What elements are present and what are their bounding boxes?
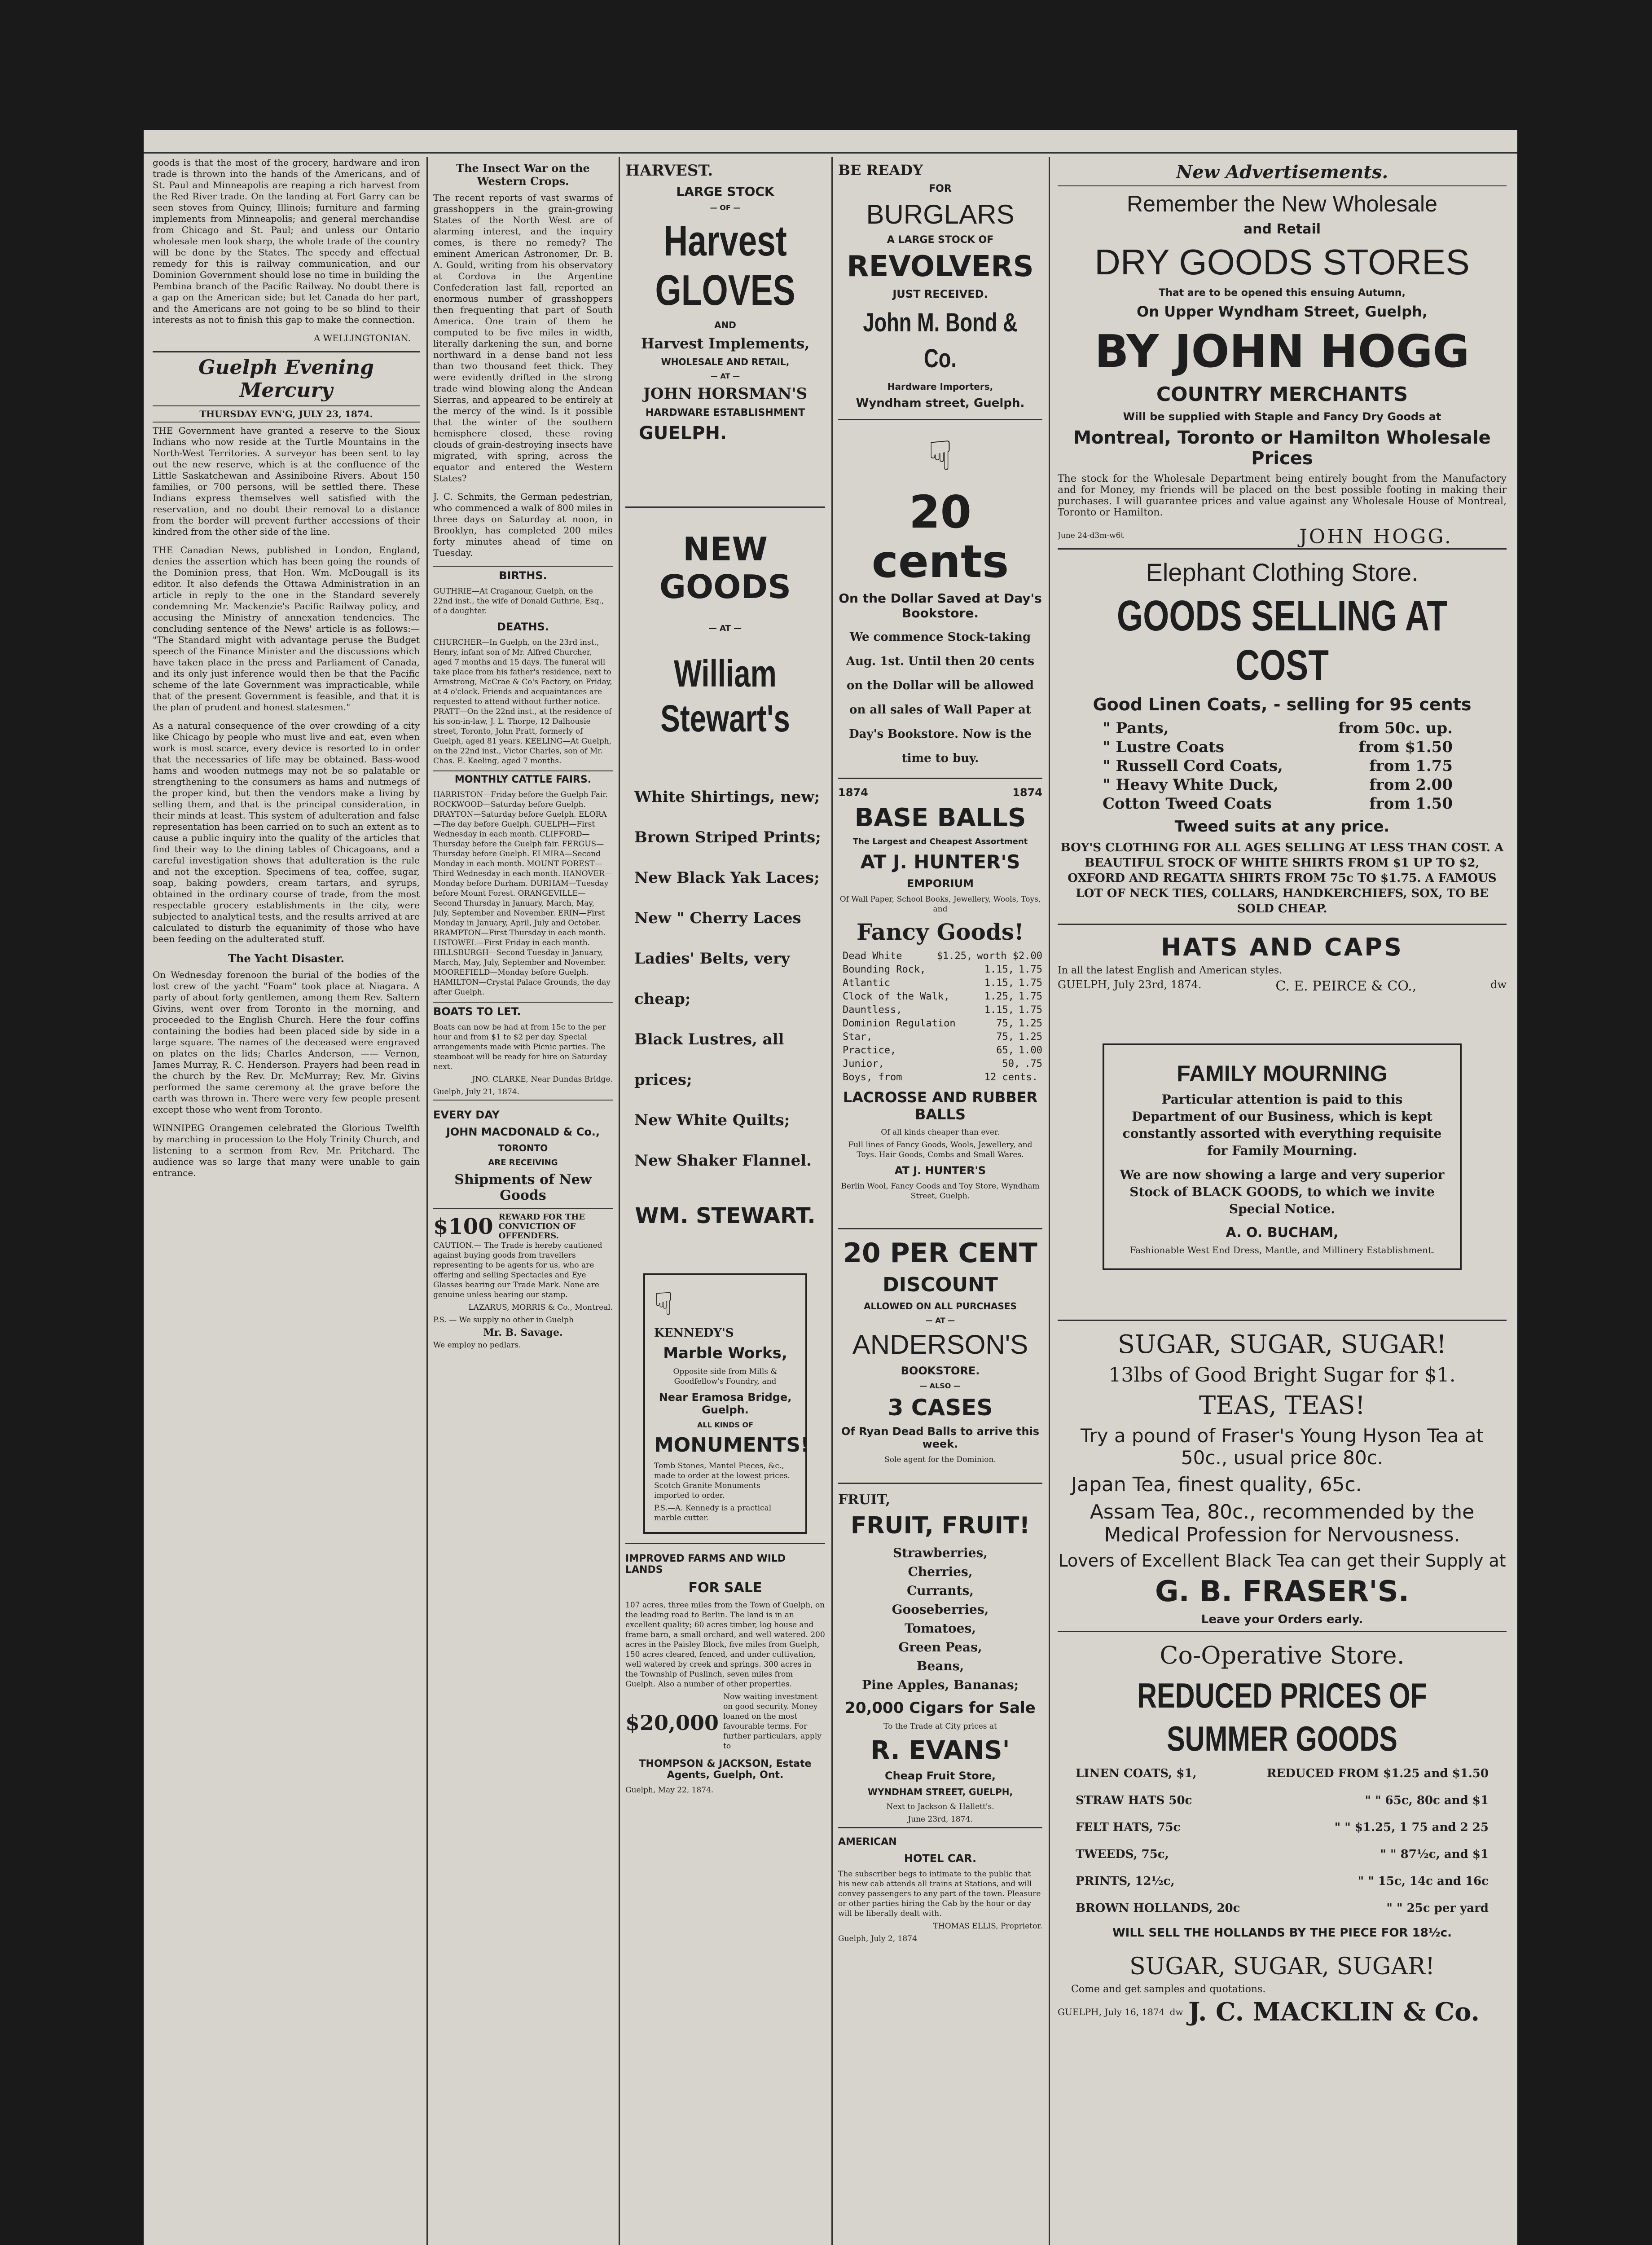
newspaper-page bbox=[144, 130, 1517, 2245]
peirce-dw: dw bbox=[1490, 978, 1507, 991]
hogg-remember: Remember the New Wholesale bbox=[1127, 191, 1437, 216]
hunter-berlin: Berlin Wool, Fancy Goods and Toy Store, Wyndham Street, Guelph. bbox=[841, 1182, 1040, 1201]
bond-be-ready: BE READY bbox=[838, 162, 923, 179]
kennedy-ad-box bbox=[643, 1273, 810, 1534]
hogg-opened: That are to be opened this ensuing Autumn, bbox=[1159, 287, 1406, 299]
boats-heading: BOATS TO LET. bbox=[433, 1002, 613, 1018]
pointing-hand-icon: ☟ bbox=[928, 432, 953, 480]
fairs-list: HARRISTON—Friday before the Guelph Fair. ROCKWOOD—Saturday before Guelph. DRAYTON—Saturday before Guelph. ELORA—The day before Guelph. GUELPH—First Wednesday in each month. CLIFFORD—Thursday before the Guelph fair. FERGUS—Thursday before Guelph. ELMIRA—Second Monday in each month. MOUNT FOREST—Third Wednesday in each month. HANOVER—Monday before Durham. DURHAM—Tuesday before Mount Forest. ORANGEVILLE—Second Thursday in January, March, May, July, September and November. ERIN—First Monday in January, April, July and October. BRAMPTON—First Thursday in each month. LISTOWEL—First Friday in each month. HILLSBURGH—Second Tuesday in January, March, May, July, September and November. MOOREFIELD—Monday before Guelph. HAMILTON—Crystal Palace Grounds, the day after Guelph. bbox=[433, 790, 612, 997]
stewart-new-goods: NEW GOODS bbox=[659, 530, 791, 606]
caution-agent: Mr. B. Savage. bbox=[483, 1327, 563, 1338]
evans-wyndham: WYNDHAM STREET, GUELPH, bbox=[867, 1787, 1013, 1797]
ball-price-table bbox=[838, 950, 1042, 1084]
macklin-date: GUELPH, July 16, 1874 bbox=[1058, 2007, 1165, 2017]
hotel-date: Guelph, July 2, 1874 bbox=[838, 1934, 917, 1943]
stewart-at: — AT — bbox=[708, 624, 742, 633]
column-rule bbox=[426, 157, 428, 2245]
stewart-item: White Shirtings, new; bbox=[634, 788, 820, 806]
stewart-item: Brown Striped Prints; bbox=[634, 828, 821, 846]
births-heading: BIRTHS. bbox=[433, 566, 613, 582]
harvest-and: AND bbox=[714, 320, 736, 330]
article-heading: The Insect War on the Western Crops. bbox=[456, 162, 590, 188]
deaths-notice: CHURCHER—In Guelph, on the 23rd inst., Henry, infant son of Mr. Alfred Churcher, aged 7 months and 15 days. The funeral will take place from his father's residence, next to Armstrong, McCrae & Co's Factory, on Friday, at 4 o'clock. Friends and acquaintances are requested to attend without further notice. PRATT—On the 22nd inst., at the residence of his son-in-law, J. L. Thorpe, 12 Dalhousie street, Toronto, John Pratt, formerly of Guelph, aged 81 years. KEELING—At Guelph, on the 22nd inst., Victor Charles, son of Mr. Chas. E. Keeling, aged 7 months. bbox=[433, 638, 612, 766]
fraser-assam: Assam Tea, 80c., recommended by the Medical Profession for Nervousness. bbox=[1090, 1501, 1475, 1546]
hunter-fancy: Fancy Goods! bbox=[857, 919, 1024, 945]
evans-city-prices: To the Trade at City prices at bbox=[883, 1722, 997, 1731]
article-paragraph: WINNIPEG Orangemen celebrated the Glorious Twelfth by marching in procession to the Holy Trinity Church, and listening to a sermon from Rev. Mr. Pritchard. The audience was so large that many were unable to gain entrance. bbox=[153, 1122, 420, 1178]
fraser-japan: Japan Tea, finest quality, 65c. bbox=[1071, 1473, 1362, 1496]
evans-cigars: 20,000 Cigars for Sale bbox=[845, 1699, 1036, 1717]
peirce-name: C. E. PEIRCE & CO., bbox=[1275, 978, 1417, 994]
mourning-showing: We are now showing a large and very superior Stock of BLACK GOODS, to which we invite Special Notice. bbox=[1120, 1167, 1445, 1216]
hotel-car: HOTEL CAR. bbox=[904, 1852, 977, 1865]
article-paragraph: goods is that the most of the grocery, hardware and iron trade is thrown into the hands of the Americans, and of St. Paul and Minneapolis are reaping a rich harvest from the Red River trade. On the landing at Fort Garry can be seen stoves from Quincy, Illinois; furniture and farming implements from Minneapolis; and general merchandise from Chicago and St. Paul; and unless our Ontario wholesale men look sharp, the whole trade of the country will be done by the States. The speedy and effectual remedy for this is railway communication, and our Dominion Government should lose no time in building the Pembina branch of the Pacific Railway. No doubt there is a gap on the American side; but let Canada do her part, and the Americans are not going to be so blind to their interests as not to finish this gap to make the connection. bbox=[153, 157, 420, 325]
ball-price-row: Boys, from 12 cents. bbox=[843, 1072, 1038, 1083]
coop-price-row: FELT HATS, 75c " " $1.25, 1 75 and 2 25 bbox=[1076, 1821, 1489, 1834]
harvest-implements: Harvest Implements, bbox=[641, 335, 810, 352]
hogg-country: COUNTRY MERCHANTS bbox=[1156, 383, 1408, 406]
article-paragraph: The recent reports of vast swarms of grasshoppers in the grain-growing States of the North West are of alarming interest, and the inquiry comes, is there no remedy? The eminent American Astronomer, Dr. B. A. Gould, writing from his observatory at Cordova in the Argentine Confederation last fall, reported an enormous number of grasshoppers then frequenting that part of South America. One train of them he computed to be five miles in width, literally darkening the sun, and borne northward in a dense band not less than two thousand feet thick. They were evidently drifted in the strong trade wind blowing along the Andean Sierras, and appeared to be entirely at the mercy of the wind. Is it possible that the winter of the southern hemisphere closed, these roving clouds of grain-destroying insects have migrated, with spring, across the equator and entered the Western States? bbox=[433, 192, 613, 484]
hunter-base-balls: BASE BALLS bbox=[854, 803, 1026, 832]
coop-hollands: WILL SELL THE HOLLANDS BY THE PIECE FOR 18½c. bbox=[1112, 1926, 1452, 1940]
harvest-of: — OF — bbox=[710, 203, 741, 212]
column-3 bbox=[625, 157, 825, 2245]
masthead: Guelph Evening Mercury bbox=[198, 356, 374, 402]
macdonald-shipments: Shipments of New Goods bbox=[454, 1172, 592, 1203]
evans-fruit-item: Pine Apples, Bananas; bbox=[861, 1677, 1019, 1692]
reward-amount: $100 bbox=[433, 1214, 493, 1239]
macklin-name: J. C. MACKLIN & Co. bbox=[1188, 1997, 1480, 2027]
fairs-heading: MONTHLY CATTLE FAIRS. bbox=[433, 770, 613, 785]
thompson-date: Guelph, May 22, 1874. bbox=[625, 1786, 714, 1795]
anderson-name: ANDERSON'S bbox=[852, 1329, 1028, 1360]
elephant-price-row: " Heavy White Duck, from 2.00 bbox=[1103, 776, 1453, 794]
anderson-allowed: ALLOWED ON ALL PURCHASES bbox=[864, 1301, 1017, 1312]
peirce-hats: HATS AND CAPS bbox=[1161, 933, 1403, 961]
dateline: THURSDAY EVN'G, JULY 23, 1874. bbox=[153, 405, 420, 423]
hogg-and-retail: and Retail bbox=[1243, 221, 1321, 237]
column-4 bbox=[838, 157, 1042, 2245]
evans-fruit-item: Green Peas, bbox=[898, 1640, 982, 1655]
kennedy-monuments: MONUMENTS! bbox=[654, 1434, 810, 1457]
elephant-price-row: " Russell Cord Coats, from 1.75 bbox=[1103, 757, 1453, 775]
hotel-american: AMERICAN bbox=[838, 1836, 897, 1848]
loan-text: Now waiting investment on good security. Money loaned on the most favourable terms. For further particulars, apply to bbox=[723, 1692, 822, 1751]
everyday-heading: EVERY DAY bbox=[433, 1109, 500, 1121]
elephant-price-row: " Lustre Coats from $1.50 bbox=[1103, 738, 1453, 756]
article-paragraph: On Wednesday forenoon the burial of the bodies of the lost crew of the yacht "Foam" took place at Niagara. A party of about forty gentlemen, among them Rev. Saltern Givins, went over from Toronto in the morning, and proceeded to the English Church. Here the four coffins containing the bodies had been placed side by side in a large square. The names of the deceased were engraved on plates on the lids; Charles Anderson, —— Vernon, James Murray, R. C. Henderson. Prayers had been read in the church by the Rev. Dr. McMurray; Rev. Mr. Givins performed the same ceremony at the grave before the earth was thrown in. There were very few people present except those who went from Toronto. bbox=[153, 969, 420, 1115]
kennedy-all-kinds: ALL KINDS OF bbox=[697, 1421, 753, 1429]
fraser-name: G. B. FRASER'S. bbox=[1155, 1575, 1410, 1608]
coop-price-row: BROWN HOLLANDS, 20c " " 25c per yard bbox=[1076, 1902, 1489, 1915]
peirce-date: GUELPH, July 23rd, 1874. bbox=[1058, 978, 1202, 991]
bond-just: JUST RECEIVED. bbox=[892, 288, 988, 300]
anderson-also: — ALSO — bbox=[920, 1382, 961, 1390]
coop-reduced: REDUCED PRICES OF SUMMER GOODS bbox=[1137, 1676, 1427, 1758]
hunter-name-2: AT J. HUNTER'S bbox=[894, 1164, 986, 1177]
bond-name: John M. Bond & Co. bbox=[863, 308, 1018, 373]
mourning-text: Particular attention is paid to this Department of our Business, which is kept constantly assorted with everything requisite for Family Mourning. bbox=[1122, 1092, 1442, 1158]
coop-price-row: LINEN COATS, $1, REDUCED FROM $1.25 and $1.50 bbox=[1076, 1767, 1489, 1780]
evans-date: June 23rd, 1874. bbox=[908, 1815, 973, 1824]
macdonald-name: JOHN MACDONALD & Co., bbox=[446, 1126, 600, 1138]
divider bbox=[153, 351, 420, 352]
hunter-largest: The Largest and Cheapest Assortment bbox=[852, 837, 1028, 846]
column-rule bbox=[619, 157, 620, 2245]
coop-price-row: PRINTS, 12½c, " " 15c, 14c and 16c bbox=[1076, 1875, 1489, 1888]
fraser-teas: TEAS, TEAS! bbox=[1199, 1391, 1366, 1420]
caution-notice: CAUTION.— The Trade is hereby cautioned against buying goods from travellers representing to be agents for us, who are offering and selling Spectacles and Eye Glasses bearing our Trade Mark. None are genuine unless bearing our stamp. bbox=[433, 1241, 602, 1299]
ball-price-row: Bounding Rock, 1.15, 1.75 bbox=[843, 964, 1042, 975]
bond-revolvers: REVOLVERS bbox=[847, 250, 1034, 283]
elephant-price-row: Cotton Tweed Coats from 1.50 bbox=[1103, 795, 1453, 813]
anderson-per-cent: 20 PER CENT bbox=[843, 1237, 1037, 1269]
article-signature: A WELLINGTONIAN. bbox=[313, 333, 411, 343]
caution-signature: LAZARUS, MORRIS & Co., Montreal. bbox=[468, 1303, 613, 1312]
article-paragraph: As a natural consequence of the over crowding of a city like Chicago by people who must live and eat, even when work is most scarce, every device is resorted to in order that the necessaries of life may be obtained. Bass-wood hams and wooden nutmegs may not be so palatable or strengthening to the consumers as hams and nutmegs of the proper kind, but then the vendors make a living by selling them, and that is the principal consideration, in their minds at least. This system of adulteration and false representation has been carried on to such an extent as to cause a public inquiry into the quality of the articles that find their way to the dining tables of Chicagoans, and a careful investigation shows that adulteration is the rule and not the exception. Specimens of tea, coffee, sugar, soap, baking powders, cream tartars, and syrups, obtained in the ordinary course of trade, from the most respectable grocery establishments in the city, were subjected to analytical tests, and the results arrived at are calculated to disturb the equanimity of those who have been feeding on the adulterated stuff. bbox=[153, 720, 420, 944]
deaths-heading: DEATHS. bbox=[497, 621, 549, 633]
pointing-hand-icon: ☟ bbox=[654, 1285, 673, 1322]
caution-peddlers: We employ no pedlars. bbox=[433, 1341, 521, 1350]
elephant-name: Elephant Clothing Store. bbox=[1146, 558, 1419, 586]
horsman-name: JOHN HORSMAN'S bbox=[643, 385, 808, 403]
fraser-bright: 13lbs of Good Bright Sugar for $1. bbox=[1108, 1364, 1456, 1387]
day-on-dollar: On the Dollar Saved at Day's Bookstore. bbox=[839, 591, 1042, 621]
loan-amount: $20,000 bbox=[625, 1711, 719, 1735]
horsman-hardware: HARDWARE ESTABLISHMENT bbox=[645, 407, 805, 418]
macklin-dw: dw bbox=[1169, 2007, 1183, 2017]
harvest-gloves: Harvest GLOVES bbox=[655, 217, 795, 314]
column-1 bbox=[153, 157, 420, 2245]
kennedy-opposite: Opposite side from Mills & Goodfellow's Foundry, and bbox=[673, 1367, 778, 1386]
harvest-heading: HARVEST. bbox=[625, 162, 713, 180]
evans-fruit-item: Currants, bbox=[906, 1583, 974, 1598]
thompson-name: THOMPSON & JACKSON, Estate Agents, Guelph, Ont. bbox=[639, 1758, 812, 1781]
evans-fruit-item: Cherries, bbox=[908, 1564, 973, 1579]
hogg-supplied: Will be supplied with Staple and Fancy Dry Goods at bbox=[1123, 410, 1441, 423]
bond-importers: Hardware Importers, bbox=[887, 381, 993, 392]
evans-fruit: FRUIT, FRUIT! bbox=[850, 1512, 1030, 1539]
hogg-upper: On Upper Wyndham Street, Guelph, bbox=[1137, 303, 1428, 320]
ball-price-row: Dauntless, 1.15, 1.75 bbox=[843, 1004, 1042, 1016]
farms-heading: IMPROVED FARMS AND WILD LANDS bbox=[625, 1553, 786, 1576]
farms-list: 107 acres, three miles from the Town of Guelph, on the leading road to Berlin. The land is in an excellent quality; 60 acres timber, log house and frame barn, a small orchard, and well watered. 200 acres in the Paisley Block, five miles from Guelph, 150 acres cleared, fenced, and under cultivation, well watered by creek and springs. 300 acres in the Township of Puslinch, seven miles from Guelph. Also a number of other properties. bbox=[625, 1601, 825, 1689]
ball-price-row: Clock of the Walk, 1.25, 1.75 bbox=[843, 991, 1042, 1002]
article-paragraph: J. C. Schmits, the German pedestrian, who commenced a walk of 800 miles in three days on Saturday at noon, in Brooklyn, has completed 200 miles forty minutes ahead of time on Tuesday. bbox=[433, 491, 613, 558]
harvest-wholesale: WHOLESALE AND RETAIL, bbox=[661, 357, 790, 367]
mourning-heading: FAMILY MOURNING bbox=[1177, 1061, 1388, 1086]
boats-notice: Boats can now be had at from 15c to the per hour and from $1 to $2 per day. Special arrangements made with Picnic parties. The steamboat will be ready for hire on Saturday next. bbox=[433, 1023, 607, 1071]
elephant-boys: BOY'S CLOTHING FOR ALL AGES SELLING AT LESS THAN COST. A BEAUTIFUL STOCK OF WHITE SHIRTS FROM $1 UP TO $2, OXFORD AND REGATTA SHIRTS FROM 75c TO $1.75. A FAMOUS LOT OF NECK TIES, COLLARS, HANDKERCHIEFS, SOX, TO BE SOLD CHEAP. bbox=[1060, 841, 1504, 916]
ball-price-row: Practice, 65, 1.00 bbox=[843, 1045, 1042, 1056]
evans-fruit-item: Beans, bbox=[916, 1659, 964, 1673]
boats-date: Guelph, July 21, 1874. bbox=[433, 1087, 519, 1096]
bond-large-stock: A LARGE STOCK OF bbox=[887, 234, 994, 246]
column-5 bbox=[1058, 157, 1507, 2245]
stewart-item: Ladies' Belts, very cheap; bbox=[634, 950, 790, 1008]
anderson-ryan: Of Ryan Dead Balls to arrive this week. bbox=[841, 1425, 1040, 1450]
ball-price-row: Dominion Regulation 75, 1.25 bbox=[843, 1018, 1042, 1029]
coop-price-row: STRAW HATS 50c " " 65c, 80c and $1 bbox=[1076, 1794, 1489, 1807]
bond-burglars: BURGLARS bbox=[866, 199, 1015, 229]
fraser-hyson: Try a pound of Fraser's Young Hyson Tea at 50c., usual price 80c. bbox=[1080, 1425, 1484, 1469]
macdonald-city: TORONTO bbox=[498, 1143, 548, 1153]
hogg-montreal: Montreal, Toronto or Hamilton Wholesale Prices bbox=[1073, 427, 1491, 469]
anderson-sole-agent: Sole agent for the Dominion. bbox=[884, 1455, 996, 1464]
elephant-linen: Good Linen Coats, - selling for 95 cents bbox=[1093, 695, 1472, 714]
harvest-large-stock: LARGE STOCK bbox=[676, 184, 774, 199]
day-cents: 20 cents bbox=[871, 486, 1009, 588]
horsman-guelph: GUELPH. bbox=[639, 423, 727, 444]
anderson-cases: 3 CASES bbox=[888, 1395, 993, 1421]
kennedy-ps: P.S.—A. Kennedy is a practical marble cutter. bbox=[654, 1504, 772, 1523]
caution-ps: P.S. — We supply no other in Guelph bbox=[433, 1316, 574, 1325]
ball-price-row: Junior, 50, .75 bbox=[843, 1058, 1042, 1070]
hunter-cheaper: Of all kinds cheaper than ever. bbox=[881, 1128, 1000, 1137]
evans-name: R. EVANS' bbox=[870, 1736, 1010, 1765]
hogg-signature: JOHN HOGG. bbox=[1299, 525, 1453, 548]
evans-jackson: Next to Jackson & Hallett's. bbox=[886, 1802, 994, 1811]
hogg-dry-goods: DRY GOODS STORES bbox=[1094, 242, 1470, 282]
hogg-name: BY JOHN HOGG bbox=[1094, 325, 1470, 378]
article-heading: The Yacht Disaster. bbox=[228, 952, 344, 965]
coop-sugar: SUGAR, SUGAR, SUGAR! bbox=[1129, 1953, 1435, 1980]
stewart-item: New " Cherry Laces bbox=[634, 909, 801, 927]
day-stocktaking: We commence Stock-taking Aug. 1st. Until then 20 cents on the Dollar will be allowed on all sales of Wall Paper at Day's Bookstore. Now is the time to buy. bbox=[846, 630, 1035, 765]
article-paragraph: THE Government have granted a reserve to the Sioux Indians who now reside at the Turtle Mountains in the North-West Territories. A surveyor has been sent to lay out the new reserve, which is at the confluence of the Little Saskatchewan and Assiniboine Rivers. About 150 families, or 700 persons, will be settled there. These Indians express themselves well satisfied with the reservation, and no doubt their removal to a distance from the border will prevent further accessions of their kindred from the other side of the line. bbox=[153, 425, 420, 537]
evans-fruit-lead: FRUIT, bbox=[838, 1492, 890, 1508]
anderson-bookstore: BOOKSTORE. bbox=[901, 1365, 980, 1377]
new-advertisements-heading: New Advertisements. bbox=[1058, 162, 1507, 186]
evans-fruit-item: Tomatoes, bbox=[904, 1621, 976, 1636]
stewart-item-list bbox=[625, 777, 825, 1181]
hunter-emporium: EMPORIUM bbox=[906, 877, 974, 890]
column-2 bbox=[433, 157, 613, 2245]
stewart-item: New Shaker Flannel. bbox=[634, 1152, 812, 1170]
kennedy-near: Near Eramosa Bridge, Guelph. bbox=[659, 1391, 792, 1416]
bond-for: FOR bbox=[929, 183, 952, 194]
elephant-tweed: Tweed suits at any price. bbox=[1174, 818, 1390, 836]
column-rule bbox=[831, 157, 833, 2245]
coop-come: Come and get samples and quotations. bbox=[1071, 1984, 1266, 1995]
column-rule bbox=[144, 152, 1517, 154]
column-rule bbox=[1049, 157, 1050, 2245]
stewart-name: William Stewart's bbox=[660, 652, 790, 740]
mourning-bucham: A. O. BUCHAM, bbox=[1226, 1225, 1339, 1241]
stewart-signature: WM. STEWART. bbox=[635, 1203, 816, 1228]
ball-price-row: Star, 75, 1.25 bbox=[843, 1031, 1042, 1043]
macdonald-receiving: ARE RECEIVING bbox=[488, 1158, 558, 1167]
hogg-june: June 24-d3m-w6t bbox=[1058, 531, 1124, 540]
mourning-fashionable: Fashionable West End Dress, Mantle, and Millinery Establishment. bbox=[1129, 1245, 1435, 1255]
farms-for-sale: FOR SALE bbox=[688, 1580, 762, 1596]
fraser-sugar: SUGAR, SUGAR, SUGAR! bbox=[1117, 1330, 1447, 1359]
kennedy-tomb: Tomb Stones, Mantel Pieces, &c., made to order at the lowest prices. Scotch Granite Monuments imported to order. bbox=[654, 1461, 790, 1500]
hunter-name: AT J. HUNTER'S bbox=[860, 851, 1020, 873]
births-notice: GUTHRIE—At Craganour, Guelph, on the 22nd inst., the wife of Donald Guthrie, Esq., of a daughter. bbox=[433, 587, 604, 616]
peirce-latest: In all the latest English and American styles. bbox=[1058, 965, 1283, 976]
stewart-item: Black Lustres, all prices; bbox=[634, 1030, 784, 1089]
kennedy-heading: KENNEDY'S bbox=[654, 1326, 734, 1340]
mourning-ad-box bbox=[1103, 1043, 1462, 1270]
kennedy-marble: Marble Works, bbox=[663, 1344, 787, 1362]
hogg-stock: The stock for the Wholesale Department being entirely bought from the Manufactory and for Money, my friends will be placed on the best possible footing in making their purchases. I will guarantee prices and value against any Wholesale House of Montreal, Toronto or Hamilton. bbox=[1058, 473, 1507, 518]
evans-fruit-item: Strawberries, bbox=[892, 1545, 988, 1560]
coop-price-row: TWEEDS, 75c, " " 87½c, and $1 bbox=[1076, 1848, 1489, 1861]
harvest-at: — AT — bbox=[710, 372, 740, 380]
hotel-notice: The subscriber begs to intimate to the public that his new cab attends all trains at Stations, and will convey passengers to any part of the town. Pleasure or other parties hiring the Cab by the hour or day will be liberally dealt with. bbox=[838, 1870, 1041, 1918]
hunter-full-lines: Full lines of Fancy Goods, Wools, Jewellery, and Toys. Hair Goods, Combs and Small Wares. bbox=[848, 1140, 1032, 1159]
hunter-wallpaper: Of Wall Paper, School Books, Jewellery, Wools, Toys, and bbox=[839, 895, 1041, 914]
anderson-discount: DISCOUNT bbox=[883, 1273, 998, 1296]
elephant-cost: GOODS SELLING AT COST bbox=[1116, 592, 1448, 689]
hotel-proprietor: THOMAS ELLIS, Proprietor. bbox=[933, 1922, 1042, 1931]
year-left: 1874 bbox=[838, 786, 868, 799]
year-right: 1874 bbox=[1012, 786, 1042, 799]
ball-price-row: Atlantic 1.15, 1.75 bbox=[843, 977, 1042, 989]
fraser-leave: Leave your Orders early. bbox=[1201, 1613, 1363, 1626]
hunter-lacrosse: LACROSSE AND RUBBER BALLS bbox=[843, 1089, 1038, 1123]
anderson-at: — AT — bbox=[925, 1316, 955, 1325]
boats-signature: JNO. CLARKE, Near Dundas Bridge. bbox=[472, 1075, 613, 1084]
stewart-item: New White Quilts; bbox=[634, 1111, 790, 1129]
stewart-item: New Black Yak Laces; bbox=[634, 869, 820, 887]
evans-fruit-item: Gooseberries, bbox=[892, 1602, 989, 1617]
elephant-price-row: " Pants, from 50c. up. bbox=[1103, 719, 1453, 737]
ball-price-row: Dead White $1.25, worth $2.00 bbox=[843, 951, 1042, 962]
article-paragraph: THE Canadian News, published in London, England, denies the assertion which has been going the rounds of the Dominion press, that Hon. Wm. McDougall is its editor. It also defends the Ottawa Administration in an article in reply to the one in the Standard severely condemning Mr. Mackenzie's Pacific Railway policy, and accusing the Ministry of annexation tendencies. The concluding sentence of the News' article is as follows:— "The Standard might with advantage peruse the Budget speech of the Finance Minister and the discussions which have taken place in the press and Parliament of Canada, and its only just inference would then be that the Pacific scheme of the late Government was impracticable, while that of the present Government is feasible, and that it is the plan of prudent and honest statesmen." bbox=[153, 545, 420, 713]
elephant-price-list bbox=[1103, 719, 1453, 813]
bond-wyndham: Wyndham street, Guelph. bbox=[856, 396, 1025, 410]
reward-text: REWARD FOR THE CONVICTION OF OFFENDERS. bbox=[498, 1212, 585, 1241]
coop-name: Co-Operative Store. bbox=[1160, 1641, 1405, 1669]
fraser-lovers: Lovers of Excellent Black Tea can get their Supply at bbox=[1058, 1551, 1506, 1571]
coop-price-list bbox=[1076, 1760, 1489, 1922]
evans-fruit-list bbox=[838, 1544, 1042, 1695]
evans-cheap-fruit: Cheap Fruit Store, bbox=[884, 1770, 996, 1782]
